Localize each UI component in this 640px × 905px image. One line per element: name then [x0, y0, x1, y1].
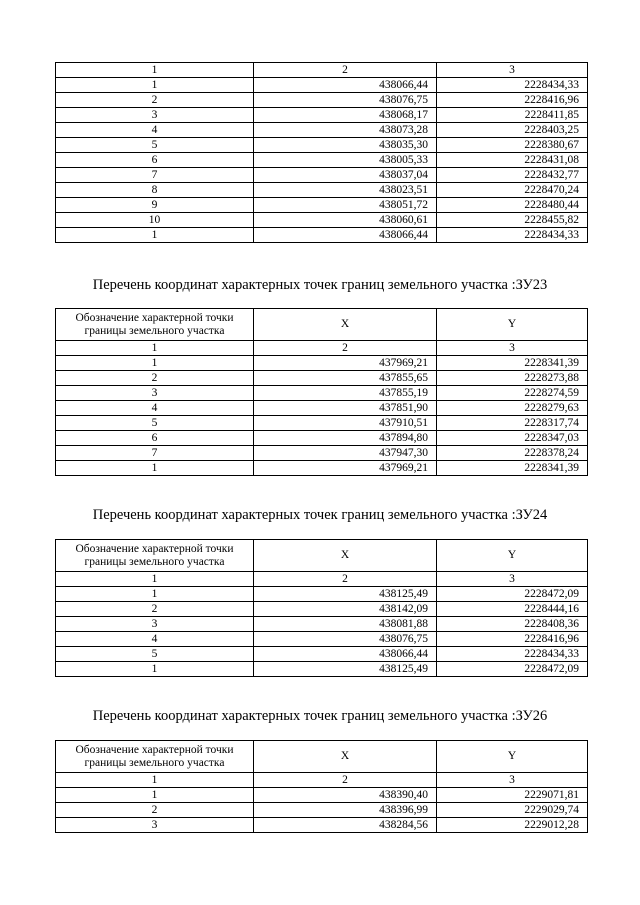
x-coordinate-cell: 438284,56 [254, 818, 437, 833]
table-row [56, 78, 588, 93]
point-number-cell: 7 [56, 168, 254, 183]
table-row [56, 587, 588, 602]
table-row [56, 138, 588, 153]
numbering-cell: 2 [254, 341, 437, 356]
coords-table [55, 539, 588, 677]
y-coordinate-cell: 2228416,96 [437, 632, 588, 647]
table-row [56, 788, 588, 803]
y-coordinate-cell: 2229029,74 [437, 803, 588, 818]
point-number-cell: 1 [56, 788, 254, 803]
numbering-cell: 1 [56, 341, 254, 356]
point-number-cell: 1 [56, 356, 254, 371]
x-header: X [254, 741, 437, 773]
x-header: X [254, 540, 437, 572]
x-coordinate-cell: 438037,04 [254, 168, 437, 183]
table-row [56, 93, 588, 108]
numbering-row [56, 572, 588, 587]
point-number-cell: 6 [56, 153, 254, 168]
point-number-cell: 8 [56, 183, 254, 198]
point-number-cell: 1 [56, 587, 254, 602]
x-coordinate-cell: 438390,40 [254, 788, 437, 803]
header-row [56, 309, 588, 341]
y-coordinate-cell: 2228431,08 [437, 153, 588, 168]
x-coordinate-cell: 437894,80 [254, 431, 437, 446]
point-number-cell: 4 [56, 123, 254, 138]
y-coordinate-cell: 2228472,09 [437, 662, 588, 677]
y-coordinate-cell: 2228317,74 [437, 416, 588, 431]
table-row [56, 617, 588, 632]
numbering-cell: 2 [254, 773, 437, 788]
y-header: Y [437, 309, 588, 341]
section-title-zu24: Перечень координат характерных точек границ земельного участка :ЗУ24 [92, 507, 548, 523]
x-coordinate-cell: 437969,21 [254, 461, 437, 476]
table-row [56, 386, 588, 401]
table-row [56, 228, 588, 243]
x-coordinate-cell: 437969,21 [254, 356, 437, 371]
y-coordinate-cell: 2228434,33 [437, 78, 588, 93]
point-number-cell: 3 [56, 108, 254, 123]
y-coordinate-cell: 2228378,24 [437, 446, 588, 461]
x-coordinate-cell: 438005,33 [254, 153, 437, 168]
numbering-cell: 3 [437, 341, 588, 356]
coords-table [55, 308, 588, 476]
y-coordinate-cell: 2228273,88 [437, 371, 588, 386]
point-number-cell: 10 [56, 213, 254, 228]
section-title-zu26: Перечень координат характерных точек границ земельного участка :ЗУ26 [92, 708, 548, 724]
table-row [56, 461, 588, 476]
point-number-cell: 4 [56, 401, 254, 416]
numbering-cell: 2 [254, 63, 437, 78]
table-row [56, 168, 588, 183]
x-coordinate-cell: 438051,72 [254, 198, 437, 213]
x-coordinate-cell: 438066,44 [254, 647, 437, 662]
numbering-cell: 3 [437, 572, 588, 587]
x-coordinate-cell: 437851,90 [254, 401, 437, 416]
table-row [56, 123, 588, 138]
numbering-cell: 1 [56, 773, 254, 788]
table-row [56, 803, 588, 818]
y-header: Y [437, 540, 588, 572]
coords-table-block-zu23 [55, 308, 587, 476]
y-coordinate-cell: 2228470,24 [437, 183, 588, 198]
y-coordinate-cell: 2228434,33 [437, 647, 588, 662]
point-number-cell: 1 [56, 662, 254, 677]
y-header: Y [437, 741, 588, 773]
y-coordinate-cell: 2228455,82 [437, 213, 588, 228]
point-number-cell: 2 [56, 602, 254, 617]
y-coordinate-cell: 2228411,85 [437, 108, 588, 123]
section-title-zu23: Перечень координат характерных точек границ земельного участка :ЗУ23 [92, 277, 548, 293]
numbering-row [56, 341, 588, 356]
x-coordinate-cell: 438035,30 [254, 138, 437, 153]
designation-header: Обозначение характерной точки границы земельного участка [56, 309, 254, 341]
table-row [56, 153, 588, 168]
table-row [56, 371, 588, 386]
x-coordinate-cell: 438068,17 [254, 108, 437, 123]
numbering-cell: 3 [437, 63, 588, 78]
table-row [56, 431, 588, 446]
point-number-cell: 2 [56, 803, 254, 818]
numbering-row [56, 773, 588, 788]
y-coordinate-cell: 2228347,03 [437, 431, 588, 446]
y-coordinate-cell: 2229012,28 [437, 818, 588, 833]
y-coordinate-cell: 2228403,25 [437, 123, 588, 138]
x-coordinate-cell: 438125,49 [254, 587, 437, 602]
y-coordinate-cell: 2228480,44 [437, 198, 588, 213]
y-coordinate-cell: 2228341,39 [437, 356, 588, 371]
x-coordinate-cell: 438060,61 [254, 213, 437, 228]
x-coordinate-cell: 437855,65 [254, 371, 437, 386]
x-coordinate-cell: 438066,44 [254, 78, 437, 93]
x-coordinate-cell: 438023,51 [254, 183, 437, 198]
coords-table [55, 740, 588, 833]
point-number-cell: 2 [56, 371, 254, 386]
y-coordinate-cell: 2229071,81 [437, 788, 588, 803]
point-number-cell: 9 [56, 198, 254, 213]
designation-header: Обозначение характерной точки границы земельного участка [56, 540, 254, 572]
x-coordinate-cell: 438125,49 [254, 662, 437, 677]
point-number-cell: 7 [56, 446, 254, 461]
table-row [56, 632, 588, 647]
table-row [56, 401, 588, 416]
point-number-cell: 5 [56, 138, 254, 153]
point-number-cell: 2 [56, 93, 254, 108]
table-row [56, 108, 588, 123]
table-row [56, 213, 588, 228]
table-row [56, 183, 588, 198]
table-row [56, 446, 588, 461]
coords-table-block-zu26 [55, 740, 587, 833]
header-row [56, 741, 588, 773]
y-coordinate-cell: 2228432,77 [437, 168, 588, 183]
x-coordinate-cell: 438142,09 [254, 602, 437, 617]
x-coordinate-cell: 437947,30 [254, 446, 437, 461]
y-coordinate-cell: 2228472,09 [437, 587, 588, 602]
x-coordinate-cell: 437855,19 [254, 386, 437, 401]
point-number-cell: 3 [56, 617, 254, 632]
table-row [56, 356, 588, 371]
point-number-cell: 1 [56, 78, 254, 93]
coords-table-block-zu24 [55, 539, 587, 677]
point-number-cell: 6 [56, 431, 254, 446]
y-coordinate-cell: 2228434,33 [437, 228, 588, 243]
x-coordinate-cell: 437910,51 [254, 416, 437, 431]
coords-table [55, 62, 588, 243]
header-row [56, 540, 588, 572]
point-number-cell: 4 [56, 632, 254, 647]
y-coordinate-cell: 2228380,67 [437, 138, 588, 153]
x-coordinate-cell: 438081,88 [254, 617, 437, 632]
y-coordinate-cell: 2228444,16 [437, 602, 588, 617]
x-coordinate-cell: 438073,28 [254, 123, 437, 138]
point-number-cell: 3 [56, 818, 254, 833]
table-row [56, 662, 588, 677]
table-row [56, 416, 588, 431]
x-coordinate-cell: 438076,75 [254, 632, 437, 647]
y-coordinate-cell: 2228279,63 [437, 401, 588, 416]
numbering-cell: 2 [254, 572, 437, 587]
y-coordinate-cell: 2228274,59 [437, 386, 588, 401]
x-coordinate-cell: 438076,75 [254, 93, 437, 108]
table-row [56, 818, 588, 833]
table-row [56, 602, 588, 617]
y-coordinate-cell: 2228416,96 [437, 93, 588, 108]
coords-table-block-continuation [55, 62, 587, 243]
point-number-cell: 5 [56, 647, 254, 662]
numbering-cell: 1 [56, 63, 254, 78]
designation-header: Обозначение характерной точки границы земельного участка [56, 741, 254, 773]
point-number-cell: 1 [56, 228, 254, 243]
point-number-cell: 5 [56, 416, 254, 431]
y-coordinate-cell: 2228408,36 [437, 617, 588, 632]
x-coordinate-cell: 438396,99 [254, 803, 437, 818]
numbering-cell: 1 [56, 572, 254, 587]
table-row [56, 647, 588, 662]
x-coordinate-cell: 438066,44 [254, 228, 437, 243]
point-number-cell: 1 [56, 461, 254, 476]
table-row [56, 198, 588, 213]
y-coordinate-cell: 2228341,39 [437, 461, 588, 476]
point-number-cell: 3 [56, 386, 254, 401]
x-header: X [254, 309, 437, 341]
numbering-row [56, 63, 588, 78]
numbering-cell: 3 [437, 773, 588, 788]
